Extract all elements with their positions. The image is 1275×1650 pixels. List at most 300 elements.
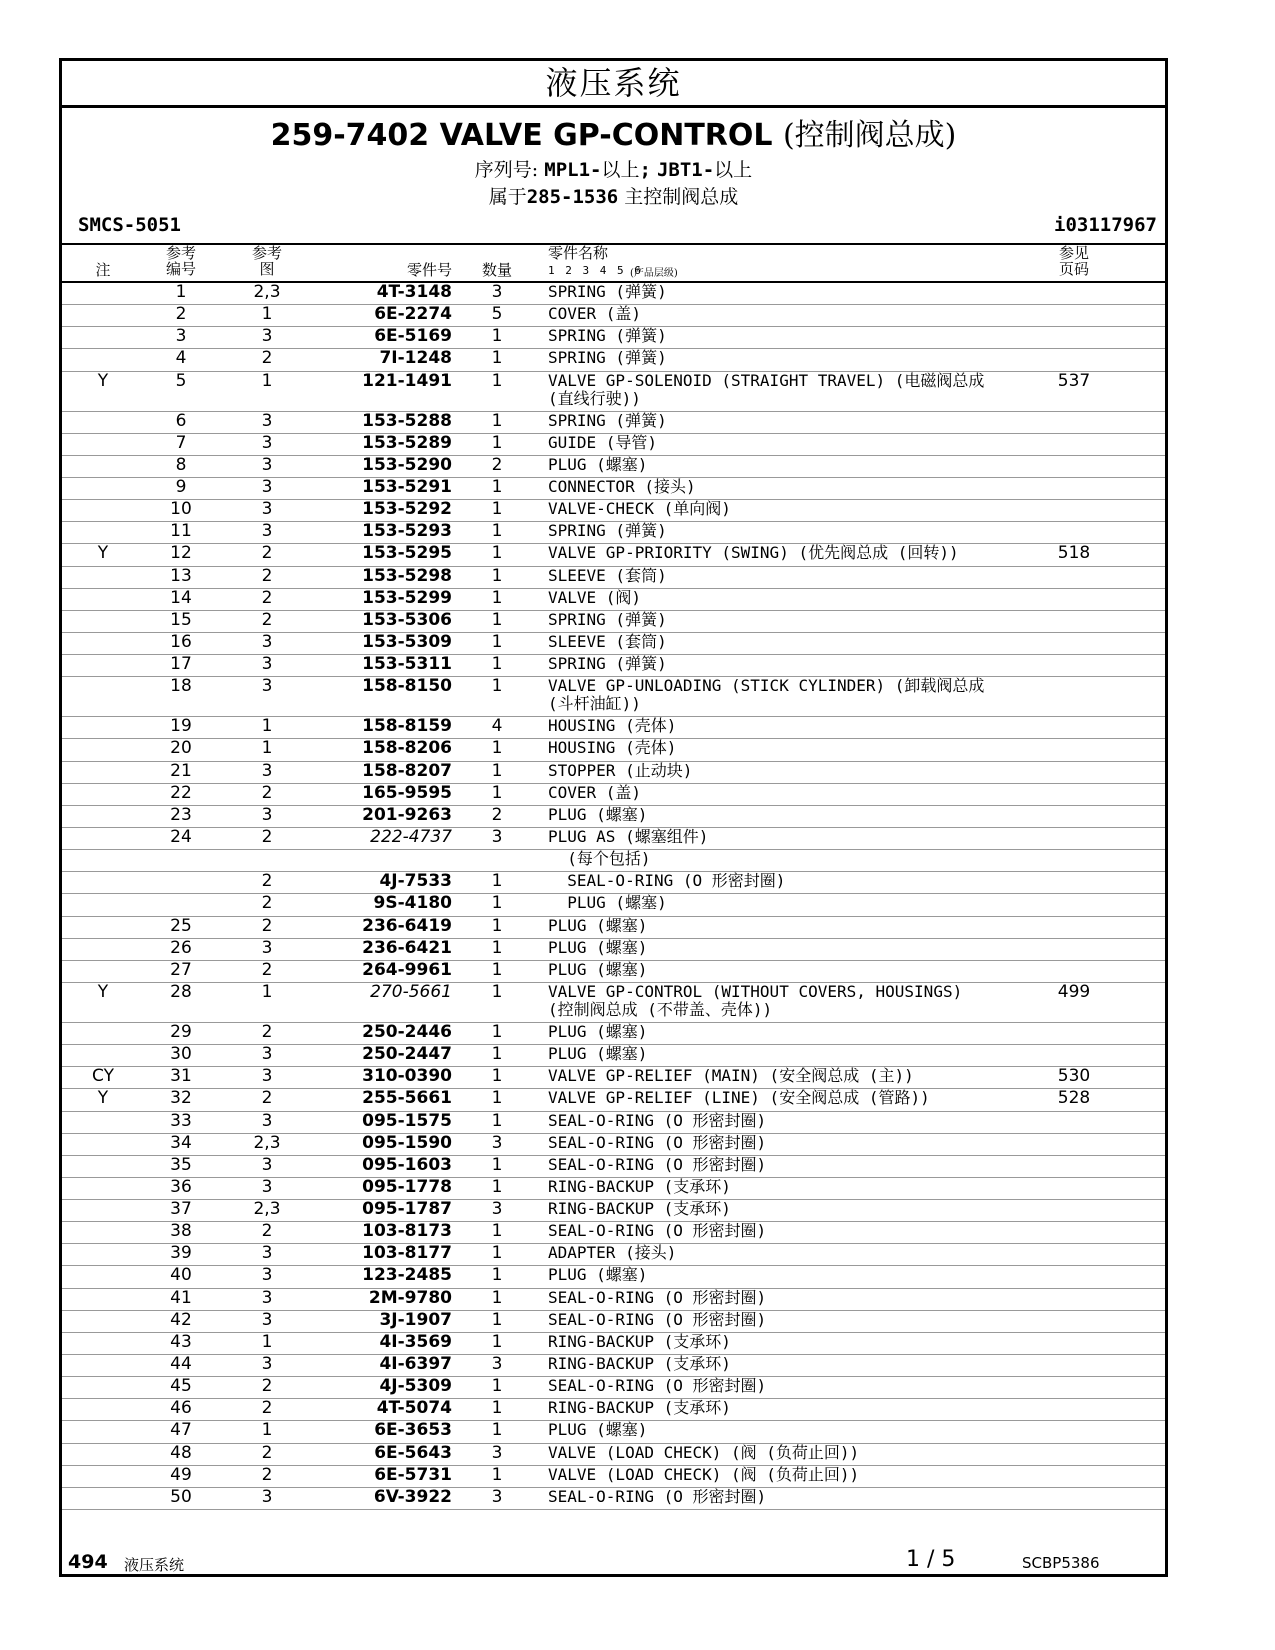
row-part-number: 158-8207 <box>362 760 452 781</box>
row-quantity: 1 <box>491 1221 503 1242</box>
row-ref-number: 32 <box>170 1088 192 1109</box>
row-figure: 2 <box>261 565 273 586</box>
row-figure: 2,3 <box>253 1199 281 1220</box>
col-header-fig-top: 参考 <box>251 244 282 262</box>
row-ref-number: 6 <box>175 410 187 431</box>
row-ref-number: 34 <box>170 1132 192 1153</box>
table-row <box>62 1333 1165 1355</box>
table-row <box>62 305 1165 327</box>
col-header-part: 零件号 <box>406 261 452 279</box>
row-part-name: VALVE GP-SOLENOID (STRAIGHT TRAVEL) (电磁阀总成 (直线行驶)) <box>548 370 985 408</box>
row-part-number: 4I-6397 <box>379 1354 452 1375</box>
row-see-page: 528 <box>1057 1088 1091 1109</box>
row-figure: 3 <box>261 631 273 652</box>
row-quantity: 1 <box>491 1309 503 1330</box>
row-part-name: SLEEVE (套筒) <box>548 565 667 585</box>
row-part-number: 158-8159 <box>362 716 452 737</box>
row-ref-number: 13 <box>170 565 192 586</box>
row-part-name: SEAL-O-RING (O 形密封圈) <box>548 1287 767 1307</box>
row-ref-number: 16 <box>170 631 192 652</box>
row-quantity: 1 <box>491 1265 503 1286</box>
row-figure: 1 <box>261 304 273 325</box>
table-row <box>62 1067 1165 1089</box>
title-name-cn: (控制阀总成) <box>782 118 957 153</box>
table-row <box>62 828 1165 850</box>
row-figure: 3 <box>261 937 273 958</box>
row-quantity: 1 <box>491 782 503 803</box>
row-note: Y <box>97 543 109 564</box>
table-row <box>62 939 1165 961</box>
row-part-number: 158-8206 <box>362 738 452 759</box>
row-ref-number: 41 <box>170 1287 192 1308</box>
row-figure: 2 <box>261 1398 273 1419</box>
row-part-number: 3J-1907 <box>379 1309 452 1330</box>
smcs-code: SMCS-5051 <box>78 214 181 236</box>
row-quantity: 1 <box>491 760 503 781</box>
row-quantity: 1 <box>491 1331 503 1352</box>
title-name-en: VALVE GP-CONTROL <box>439 118 773 153</box>
row-part-number: 095-1575 <box>362 1110 452 1131</box>
table-row <box>62 717 1165 739</box>
row-note: Y <box>97 1088 109 1109</box>
row-figure: 2 <box>261 1376 273 1397</box>
row-quantity: 3 <box>491 1354 503 1375</box>
row-part-name: VALVE-CHECK (单向阀) <box>548 499 731 519</box>
row-figure: 3 <box>261 1486 273 1507</box>
table-row <box>62 349 1165 371</box>
row-figure: 2,3 <box>253 282 281 302</box>
table-row <box>62 372 1165 412</box>
row-quantity: 5 <box>491 304 503 325</box>
row-quantity: 2 <box>491 804 503 825</box>
col-header-figure <box>242 245 292 277</box>
row-quantity: 1 <box>491 631 503 652</box>
row-ref-number: 29 <box>170 1021 192 1042</box>
row-see-page: 518 <box>1057 543 1091 564</box>
row-quantity: 3 <box>491 826 503 847</box>
row-figure: 3 <box>261 1176 273 1197</box>
row-quantity: 1 <box>491 1376 503 1397</box>
table-row <box>62 434 1165 456</box>
row-ref-number: 35 <box>170 1154 192 1175</box>
table-row <box>62 784 1165 806</box>
table-row <box>62 917 1165 939</box>
row-part-number: 236-6419 <box>362 915 452 936</box>
row-ref-number: 5 <box>175 370 187 391</box>
title-part-number: 259-7402 <box>270 118 430 153</box>
row-part-number: 095-1590 <box>362 1132 452 1153</box>
row-part-name: PLUG (螺塞) <box>548 454 648 474</box>
row-part-name: ADAPTER (接头) <box>548 1243 677 1263</box>
row-ref-number: 7 <box>175 432 187 453</box>
table-row <box>62 1444 1165 1466</box>
row-ref-number: 39 <box>170 1243 192 1264</box>
row-ref-number: 47 <box>170 1420 192 1441</box>
row-figure: 3 <box>261 476 273 497</box>
col-header-page <box>1052 245 1096 277</box>
table-row <box>62 283 1165 305</box>
table-row <box>62 762 1165 784</box>
row-part-name: (每个包括) <box>548 849 651 869</box>
row-figure: 3 <box>261 454 273 475</box>
row-ref-number: 46 <box>170 1398 192 1419</box>
row-part-name: VALVE GP-RELIEF (MAIN) (安全阀总成 (主)) <box>548 1066 914 1086</box>
row-figure: 3 <box>261 1110 273 1131</box>
row-figure: 2,3 <box>253 1132 281 1153</box>
footer-page-of: 1 / 5 <box>906 1547 956 1572</box>
row-part-name: RING-BACKUP (支承环) <box>548 1331 731 1351</box>
table-row <box>62 327 1165 349</box>
row-figure: 3 <box>261 1265 273 1286</box>
row-quantity: 1 <box>491 1021 503 1042</box>
row-figure: 3 <box>261 654 273 675</box>
header-top-rule <box>62 243 1165 245</box>
row-quantity: 1 <box>491 981 503 1002</box>
row-figure: 2 <box>261 348 273 369</box>
table-row <box>62 478 1165 500</box>
table-row <box>62 1377 1165 1399</box>
row-figure: 2 <box>261 1221 273 1242</box>
row-figure: 3 <box>261 1354 273 1375</box>
row-part-name: PLUG (螺塞) <box>548 1044 648 1064</box>
row-part-name: PLUG (螺塞) <box>548 1021 648 1041</box>
row-ref-number: 38 <box>170 1221 192 1242</box>
row-figure: 2 <box>261 871 273 892</box>
row-part-name: COVER (盖) <box>548 304 642 324</box>
row-quantity: 1 <box>491 1464 503 1485</box>
row-quantity: 1 <box>491 521 503 542</box>
row-part-number: 153-5299 <box>362 587 452 608</box>
row-part-name: VALVE GP-PRIORITY (SWING) (优先阀总成 (回转)) <box>548 543 959 563</box>
row-part-name: PLUG (螺塞) <box>548 915 648 935</box>
row-part-number: 4J-5309 <box>379 1376 452 1397</box>
row-part-name: VALVE (LOAD CHECK) (阀 (负荷止回)) <box>548 1442 860 1462</box>
row-part-name: SEAL-O-RING (O 形密封圈) <box>548 871 786 891</box>
row-part-number: 4T-3148 <box>376 282 452 302</box>
row-part-name: STOPPER (止动块) <box>548 760 693 780</box>
table-row <box>62 1488 1165 1510</box>
serial-value-2: JBT1- <box>656 159 715 181</box>
table-row <box>62 1112 1165 1134</box>
row-part-name: PLUG (螺塞) <box>548 804 648 824</box>
row-part-number: 7I-1248 <box>379 348 452 369</box>
row-figure: 1 <box>261 738 273 759</box>
table-row <box>62 1200 1165 1222</box>
row-part-number: 6E-3653 <box>374 1420 452 1441</box>
page-frame <box>59 58 1168 1577</box>
row-part-name: SPRING (弹簧) <box>548 410 667 430</box>
row-part-number: 153-5306 <box>362 609 452 630</box>
serial-label: 序列号: <box>474 159 539 181</box>
row-ref-number: 21 <box>170 760 192 781</box>
footer-doc-id: SCBP5386 <box>1022 1554 1100 1572</box>
row-quantity: 1 <box>491 1110 503 1131</box>
table-row <box>62 589 1165 611</box>
row-part-name: PLUG (螺塞) <box>548 1420 648 1440</box>
table-row <box>62 677 1165 717</box>
row-part-number: 123-2485 <box>362 1265 452 1286</box>
parent-assembly-line <box>62 184 1165 210</box>
table-row <box>62 1244 1165 1266</box>
row-figure: 3 <box>261 432 273 453</box>
row-part-name: RING-BACKUP (支承环) <box>548 1398 731 1418</box>
col-header-page-top: 参见 <box>1058 244 1089 262</box>
row-part-name: HOUSING (壳体) <box>548 738 677 758</box>
row-part-name: VALVE GP-RELIEF (LINE) (安全阀总成 (管路)) <box>548 1088 930 1108</box>
table-row <box>62 961 1165 983</box>
row-part-name: SPRING (弹簧) <box>548 326 667 346</box>
table-row <box>62 1289 1165 1311</box>
row-part-number: 153-5298 <box>362 565 452 586</box>
row-ref-number: 26 <box>170 937 192 958</box>
serial-number-line <box>62 157 1165 183</box>
row-part-number: 153-5290 <box>362 454 452 475</box>
table-row <box>62 544 1165 566</box>
footer-section: 液压系统 <box>124 1556 185 1574</box>
row-see-page: 499 <box>1057 981 1091 1002</box>
row-ref-number: 18 <box>170 676 192 697</box>
table-row <box>62 412 1165 434</box>
serial-value-2-cn: 以上 <box>714 159 753 181</box>
row-figure: 1 <box>261 981 273 1002</box>
row-part-number: 121-1491 <box>362 370 452 391</box>
row-ref-number: 40 <box>170 1265 192 1286</box>
row-figure: 3 <box>261 410 273 431</box>
row-part-number: 4J-7533 <box>379 871 452 892</box>
row-note: Y <box>97 981 109 1002</box>
row-figure: 3 <box>261 804 273 825</box>
row-quantity: 4 <box>491 716 503 737</box>
row-part-number: 6E-5643 <box>374 1442 452 1463</box>
table-row <box>62 1178 1165 1200</box>
table-row <box>62 611 1165 633</box>
row-part-name: PLUG (螺塞) <box>548 1265 648 1285</box>
row-quantity: 1 <box>491 370 503 391</box>
row-ref-number: 28 <box>170 981 192 1002</box>
table-row <box>62 1399 1165 1421</box>
row-ref-number: 44 <box>170 1354 192 1375</box>
row-figure: 2 <box>261 782 273 803</box>
row-see-page: 537 <box>1057 370 1091 391</box>
row-part-number: 095-1603 <box>362 1154 452 1175</box>
parent-part: 285-1536 <box>526 186 619 208</box>
row-part-number: 264-9961 <box>362 959 452 980</box>
col-header-ref-bottom: 编号 <box>165 260 196 278</box>
row-part-name: SPRING (弹簧) <box>548 282 667 301</box>
table-row <box>62 1045 1165 1067</box>
row-figure: 3 <box>261 1066 273 1087</box>
row-part-name: PLUG (螺塞) <box>548 893 667 913</box>
row-part-name: SEAL-O-RING (O 形密封圈) <box>548 1154 767 1174</box>
row-quantity: 1 <box>491 654 503 675</box>
row-part-number: 153-5311 <box>362 654 452 675</box>
row-part-number: 095-1787 <box>362 1199 452 1220</box>
table-row <box>62 1089 1165 1111</box>
table-row <box>62 872 1165 894</box>
row-quantity: 1 <box>491 476 503 497</box>
row-ref-number: 2 <box>175 304 187 325</box>
row-ref-number: 31 <box>170 1066 192 1087</box>
row-ref-number: 48 <box>170 1442 192 1463</box>
table-row <box>62 567 1165 589</box>
row-part-name: COVER (盖) <box>548 782 642 802</box>
row-figure: 3 <box>261 521 273 542</box>
row-part-name: CONNECTOR (接头) <box>548 476 696 496</box>
row-ref-number: 25 <box>170 915 192 936</box>
row-figure: 3 <box>261 1044 273 1065</box>
row-ref-number: 1 <box>175 282 187 302</box>
row-figure: 1 <box>261 716 273 737</box>
row-part-name: RING-BACKUP (支承环) <box>548 1199 731 1219</box>
table-row <box>62 983 1165 1023</box>
row-quantity: 1 <box>491 609 503 630</box>
table-row <box>62 1156 1165 1178</box>
row-figure: 3 <box>261 1154 273 1175</box>
row-ref-number: 36 <box>170 1176 192 1197</box>
row-quantity: 1 <box>491 1066 503 1087</box>
table-row <box>62 1134 1165 1156</box>
row-ref-number: 8 <box>175 454 187 475</box>
table-row <box>62 500 1165 522</box>
row-part-number: 250-2447 <box>362 1044 452 1065</box>
row-ref-number: 43 <box>170 1331 192 1352</box>
row-quantity: 3 <box>491 1132 503 1153</box>
row-ref-number: 14 <box>170 587 192 608</box>
row-quantity: 1 <box>491 959 503 980</box>
row-figure: 2 <box>261 915 273 936</box>
col-header-ref <box>162 245 200 277</box>
row-part-number: 153-5293 <box>362 521 452 542</box>
col-header-note: 注 <box>95 261 111 279</box>
row-quantity: 3 <box>491 1199 503 1220</box>
row-figure: 3 <box>261 760 273 781</box>
table-row <box>62 456 1165 478</box>
row-quantity: 1 <box>491 1154 503 1175</box>
row-part-number: 095-1778 <box>362 1176 452 1197</box>
row-quantity: 3 <box>491 1442 503 1463</box>
row-figure: 1 <box>261 370 273 391</box>
row-part-number: 6E-2274 <box>374 304 452 325</box>
row-ref-number: 42 <box>170 1309 192 1330</box>
col-header-qty: 数量 <box>481 261 512 279</box>
row-part-name: SEAL-O-RING (O 形密封圈) <box>548 1376 767 1396</box>
row-part-number: 9S-4180 <box>373 893 452 914</box>
row-ref-number: 33 <box>170 1110 192 1131</box>
table-row <box>62 806 1165 828</box>
row-quantity: 1 <box>491 871 503 892</box>
table-row <box>62 850 1165 872</box>
row-quantity: 1 <box>491 1176 503 1197</box>
row-figure: 3 <box>261 499 273 520</box>
row-quantity: 1 <box>491 1287 503 1308</box>
row-quantity: 1 <box>491 587 503 608</box>
row-ref-number: 30 <box>170 1044 192 1065</box>
row-figure: 2 <box>261 826 273 847</box>
row-ref-number: 37 <box>170 1199 192 1220</box>
row-quantity: 2 <box>491 454 503 475</box>
row-part-number: 103-8177 <box>362 1243 452 1264</box>
row-quantity: 1 <box>491 565 503 586</box>
row-figure: 2 <box>261 893 273 914</box>
row-part-name: SEAL-O-RING (O 形密封圈) <box>548 1221 767 1241</box>
row-part-name: VALVE GP-UNLOADING (STICK CYLINDER) (卸载阀总成 (斗杆油缸)) <box>548 676 985 714</box>
col-header-levels: 1 2 3 4 5 6 <box>548 264 643 277</box>
row-quantity: 1 <box>491 432 503 453</box>
row-part-number: 153-5289 <box>362 432 452 453</box>
row-part-name: GUIDE (导管) <box>548 432 658 452</box>
row-quantity: 1 <box>491 676 503 697</box>
parts-table <box>62 283 1165 1510</box>
serial-value-1-cn: 以上 <box>601 159 640 181</box>
table-row <box>62 1023 1165 1045</box>
row-part-number: 6E-5169 <box>374 326 452 347</box>
table-row <box>62 522 1165 544</box>
row-part-name: RING-BACKUP (支承环) <box>548 1354 731 1374</box>
row-ref-number: 20 <box>170 738 192 759</box>
row-figure: 2 <box>261 543 273 564</box>
row-ref-number: 12 <box>170 543 192 564</box>
serial-separator: ; <box>639 159 651 181</box>
row-part-number: 310-0390 <box>362 1066 452 1087</box>
row-ref-number: 24 <box>170 826 192 847</box>
row-part-name: SLEEVE (套筒) <box>548 631 667 651</box>
illustration-id: i03117967 <box>1054 214 1157 236</box>
row-note: CY <box>92 1066 114 1087</box>
row-part-name: SPRING (弹簧) <box>548 609 667 629</box>
row-part-name: SEAL-O-RING (O 形密封圈) <box>548 1309 767 1329</box>
row-part-name: PLUG (螺塞) <box>548 959 648 979</box>
row-part-number: 2M-9780 <box>368 1287 452 1308</box>
row-part-number: 270-5661 <box>370 981 452 1002</box>
table-row <box>62 1355 1165 1377</box>
row-figure: 3 <box>261 676 273 697</box>
row-part-name: VALVE GP-CONTROL (WITHOUT COVERS, HOUSINGS) (控制阀总成 (不带盖、壳体)) <box>548 981 963 1019</box>
row-figure: 2 <box>261 609 273 630</box>
row-part-number: 153-5288 <box>362 410 452 431</box>
row-see-page: 530 <box>1057 1066 1091 1087</box>
row-ref-number: 11 <box>170 521 192 542</box>
parent-label: 属于 <box>488 186 527 208</box>
row-quantity: 1 <box>491 499 503 520</box>
row-figure: 3 <box>261 326 273 347</box>
table-row <box>62 894 1165 916</box>
col-header-level-label: (产品层级) <box>630 268 678 279</box>
row-quantity: 1 <box>491 915 503 936</box>
row-part-name: SEAL-O-RING (O 形密封圈) <box>548 1132 767 1152</box>
row-part-number: 236-6421 <box>362 937 452 958</box>
row-part-name: RING-BACKUP (支承环) <box>548 1176 731 1196</box>
row-ref-number: 3 <box>175 326 187 347</box>
row-quantity: 3 <box>491 282 503 302</box>
row-part-name: SEAL-O-RING (O 形密封圈) <box>548 1110 767 1130</box>
table-row <box>62 739 1165 761</box>
footer-page-number: 494 <box>68 1551 108 1573</box>
row-quantity: 1 <box>491 937 503 958</box>
row-part-number: 4T-5074 <box>376 1398 452 1419</box>
col-header-fig-bottom: 图 <box>259 260 275 278</box>
row-ref-number: 9 <box>175 476 187 497</box>
row-ref-number: 17 <box>170 654 192 675</box>
row-ref-number: 27 <box>170 959 192 980</box>
row-quantity: 1 <box>491 348 503 369</box>
row-quantity: 1 <box>491 1088 503 1109</box>
table-row <box>62 1421 1165 1443</box>
row-figure: 2 <box>261 1442 273 1463</box>
table-row <box>62 1266 1165 1288</box>
row-part-number: 6E-5731 <box>374 1464 452 1485</box>
row-ref-number: 50 <box>170 1486 192 1507</box>
row-part-name: SPRING (弹簧) <box>548 654 667 674</box>
